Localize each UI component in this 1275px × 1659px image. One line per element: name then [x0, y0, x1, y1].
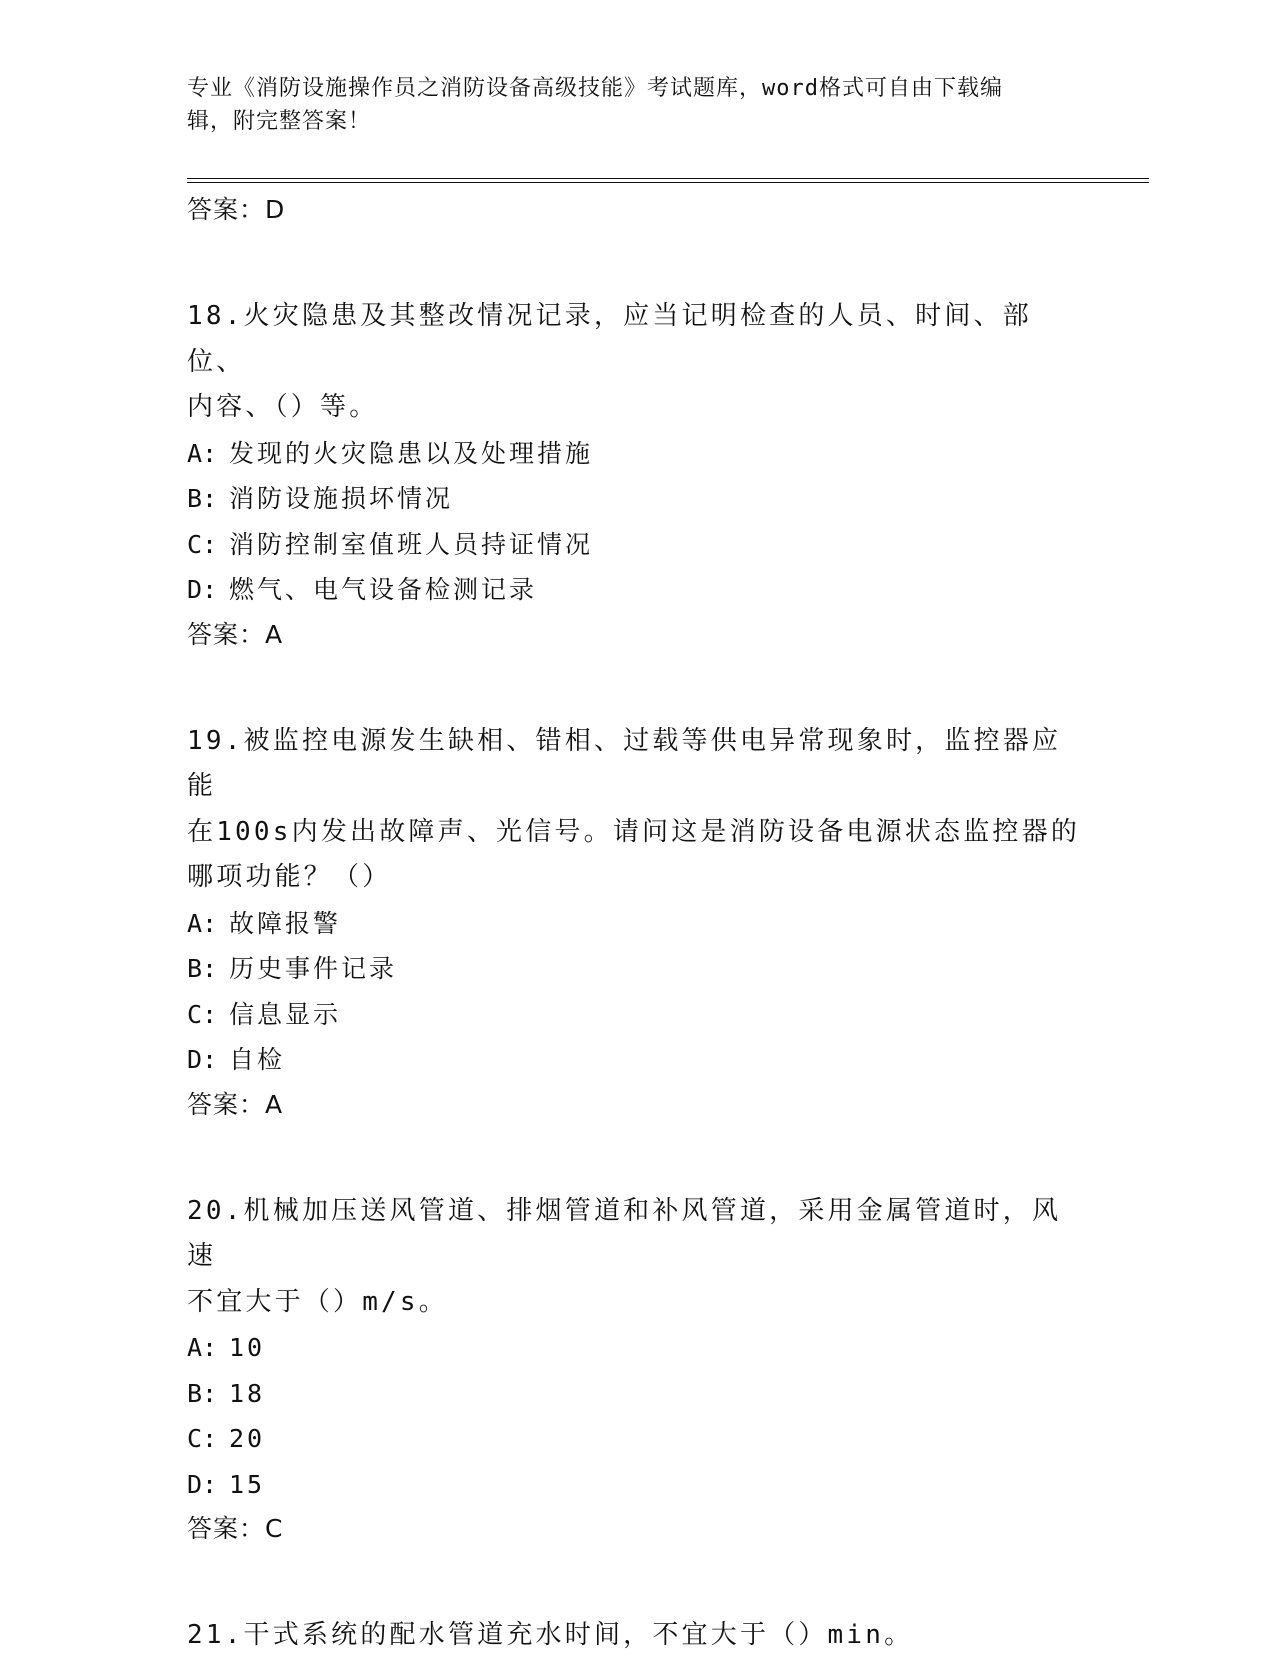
question-text-line: 20.机械加压送风管道、排烟管道和补风管道，采用金属管道时，风速 — [187, 1195, 1062, 1271]
question-text-line: 不宜大于（）m/s。 — [187, 1286, 448, 1317]
option-text: 自检 — [229, 1045, 286, 1074]
question-text-line: 在100s内发出故障声、光信号。请问这是消防设备电源状态监控器的 — [187, 816, 1081, 847]
spacer — [187, 657, 1087, 719]
option-key: A: — [187, 908, 218, 938]
option-text: 15 — [229, 1469, 266, 1499]
question-text-line: 哪项功能？（） — [187, 862, 392, 892]
option-a — [187, 431, 1087, 477]
question-text-line: 19.被监控电源发生缺相、错相、过载等供电异常现象时，监控器应能 — [187, 725, 1062, 801]
option-d — [187, 567, 1087, 613]
option-key: B: — [187, 484, 218, 513]
question-19 — [187, 719, 1087, 1127]
header-divider-bottom — [187, 182, 1149, 183]
header-line-1: 专业《消防设施操作员之消防设备高级技能》考试题库，word格式可自由下载编 — [187, 76, 1003, 101]
option-key: D: — [187, 575, 218, 604]
option-text: 故障报警 — [229, 908, 342, 938]
option-text: 10 — [229, 1333, 266, 1362]
option-text: 消防设施损坏情况 — [229, 484, 454, 513]
option-d — [187, 1037, 1087, 1083]
option-text: 历史事件记录 — [229, 954, 398, 983]
option-b — [187, 476, 1087, 522]
spacer — [187, 1127, 1087, 1189]
option-key: C: — [187, 999, 218, 1029]
spacer — [187, 1551, 1087, 1613]
option-text: 信息显示 — [229, 999, 342, 1029]
option-text: 18 — [229, 1378, 266, 1408]
question-text-line: 内容、（）等。 — [187, 392, 379, 422]
option-d — [187, 1462, 1087, 1508]
header-line-2: 辑，附完整答案！ — [187, 109, 372, 134]
option-text: 发现的火灾隐患以及处理措施 — [229, 438, 594, 468]
answer-line: 答案：C — [187, 1514, 284, 1543]
option-key: B: — [187, 1378, 218, 1408]
option-c — [187, 1416, 1087, 1462]
option-key: D: — [187, 1045, 218, 1074]
previous-answer: 答案：D — [187, 195, 286, 224]
option-a — [187, 901, 1087, 947]
document-header — [187, 72, 1087, 138]
option-key: C: — [187, 529, 218, 559]
answer-line: 答案：A — [187, 619, 284, 649]
option-text: 消防控制室值班人员持证情况 — [229, 529, 594, 559]
question-20 — [187, 1189, 1087, 1552]
option-key: C: — [187, 1424, 218, 1453]
question-21 — [187, 1613, 1087, 1659]
spacer — [187, 232, 1087, 294]
option-b — [187, 946, 1087, 992]
answer-line: 答案：A — [187, 1089, 284, 1119]
question-list — [187, 188, 1087, 1659]
question-text-line: 21.干式系统的配水管道充水时间，不宜大于（）min。 — [187, 1620, 914, 1650]
question-18 — [187, 294, 1087, 657]
question-text-line: 18.火灾隐患及其整改情况记录，应当记明检查的人员、时间、部位、 — [187, 301, 1032, 377]
option-key: A: — [187, 438, 218, 468]
option-c — [187, 522, 1087, 568]
option-text: 20 — [229, 1424, 266, 1453]
option-key: D: — [187, 1469, 218, 1499]
option-c — [187, 992, 1087, 1038]
option-key: A: — [187, 1333, 218, 1362]
option-text: 燃气、电气设备检测记录 — [229, 575, 538, 604]
option-b — [187, 1371, 1087, 1417]
option-a — [187, 1325, 1087, 1371]
option-key: B: — [187, 954, 218, 983]
header-divider-top — [187, 178, 1149, 179]
